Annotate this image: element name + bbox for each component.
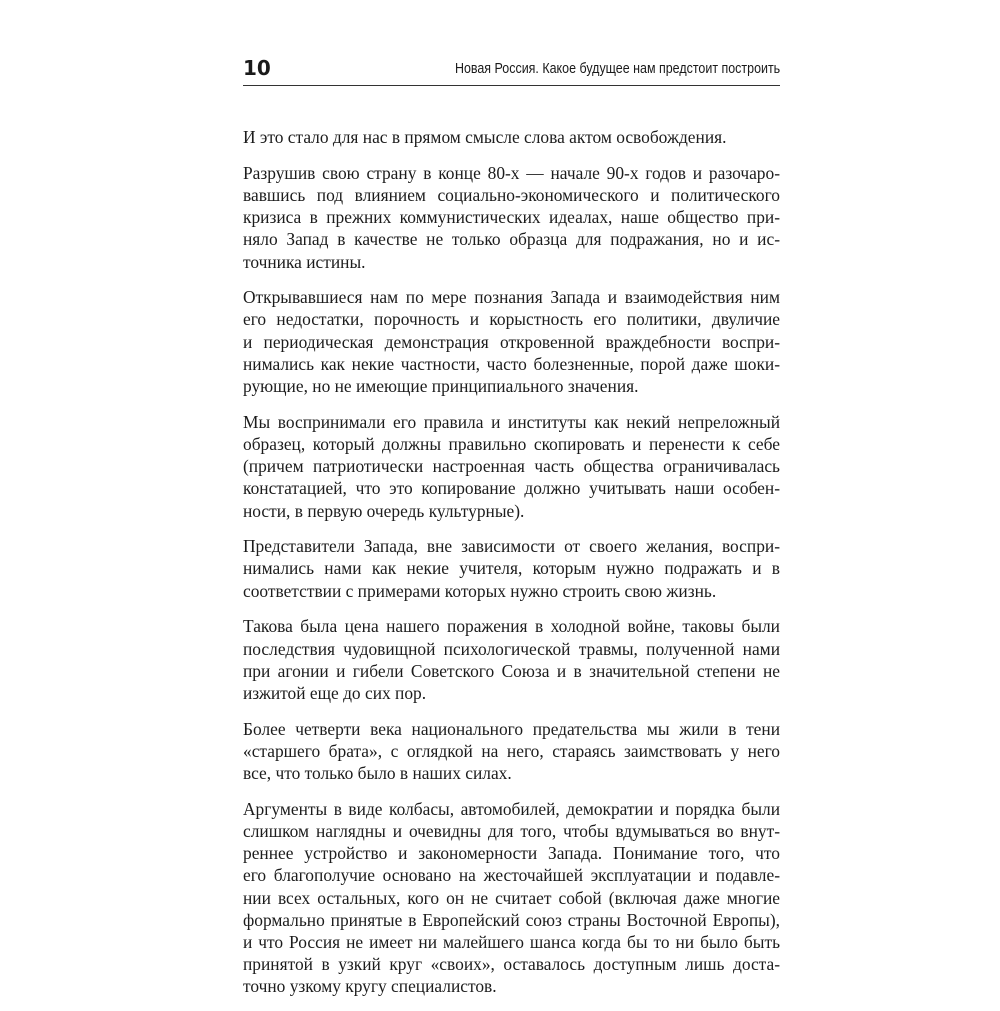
- text-line: Разрушив свою страну в конце 80-х — начале 90-х годов и разочаро-: [243, 162, 780, 183]
- paragraph: [243, 535, 780, 602]
- text-line: точно узкому кругу специалистов.: [243, 976, 497, 997]
- text-line: и что Россия не имеет ни малейшего шанса когда бы то ни было быть: [243, 932, 780, 952]
- running-head: [243, 55, 780, 85]
- paragraph: [243, 615, 780, 704]
- text-line: вавшись под влиянием социально-экономического и политического: [243, 184, 780, 205]
- page-number: 10: [243, 56, 271, 80]
- text-line: констатацией, что это копирование должно учитывать наши особен-: [243, 478, 780, 499]
- text-line: формально принятые в Европейский союз страны Восточной Европы),: [243, 909, 780, 930]
- text-line: реннее устройство и закономерности Запада. Понимание того, что: [243, 843, 780, 864]
- text-line: Аргументы в виде колбасы, автомобилей, демократии и порядка были: [243, 798, 780, 819]
- text-line: точника истины.: [243, 251, 366, 272]
- text-line: слишком наглядны и очевидны для того, чтобы вдумываться во внут-: [243, 820, 780, 841]
- text-line: последствия чудовищной психологической травмы, полученной нами: [243, 638, 780, 659]
- paragraph: [243, 126, 780, 148]
- text-line: кризиса в прежних коммунистических идеалах, наше общество при-: [243, 207, 780, 228]
- text-line: образец, который должны правильно скопировать и перенести к себе: [243, 433, 780, 454]
- text-line: все, что только было в наших силах.: [243, 763, 512, 784]
- header-rule: [243, 85, 780, 86]
- text-line: рующие, но не имеющие принципиального значения.: [243, 376, 639, 397]
- text-line: Представители Запада, вне зависимости от своего желания, воспри-: [243, 536, 780, 557]
- text-line: (причем патриотически настроенная часть общества ограничивалась: [243, 456, 780, 477]
- text-line: нимались нами как некие учителя, которым нужно подражать и в: [243, 558, 780, 579]
- paragraph: [243, 411, 780, 522]
- text-line: ности, в первую очередь культурные).: [243, 500, 525, 521]
- text-line: принятой в узкий круг «своих», оставалось доступным лишь доста-: [243, 954, 780, 975]
- text-line: его благополучие основано на жесточайшей эксплуатации и подавле-: [243, 865, 780, 886]
- text-line: изжитой еще до сих пор.: [243, 682, 427, 703]
- running-title: Новая Россия. Какое будущее нам предстоит построить: [454, 61, 780, 77]
- text-line: «старшего брата», с оглядкой на него, стараясь заимствовать у него: [243, 740, 780, 761]
- text-line: Более четверти века национального предательства мы жили в тени: [243, 718, 780, 739]
- text-line: Открывавшиеся нам по мере познания Запада и взаимодействия ним: [243, 287, 780, 308]
- paragraph: [243, 718, 780, 785]
- text-line: Такова была цена нашего поражения в холодной войне, таковы были: [243, 616, 780, 637]
- text-line: нии всех остальных, кого он не считает собой (включая даже многие: [243, 887, 780, 908]
- text-line: Мы воспринимали его правила и институты как некий непреложный: [243, 411, 780, 432]
- text-line: его недостатки, порочность и корыстность его политики, двуличие: [243, 309, 780, 330]
- text-line: и периодическая демонстрация откровенной враждебности воспри-: [243, 331, 780, 352]
- body-text: [243, 126, 780, 1011]
- text-line: при агонии и гибели Советского Союза и в значительной степени не: [243, 660, 780, 681]
- text-line: И это стало для нас в прямом смысле слова актом освобождения.: [243, 127, 727, 147]
- text-line: соответствии с примерами которых нужно строить свою жизнь.: [243, 580, 717, 601]
- text-line: няло Запад в качестве не только образца для подражания, но и ис-: [243, 229, 780, 250]
- paragraph: [243, 162, 780, 273]
- paragraph: [243, 798, 780, 998]
- paragraph: [243, 286, 780, 397]
- text-line: нимались как некие частности, часто болезненные, порой даже шоки-: [243, 353, 780, 374]
